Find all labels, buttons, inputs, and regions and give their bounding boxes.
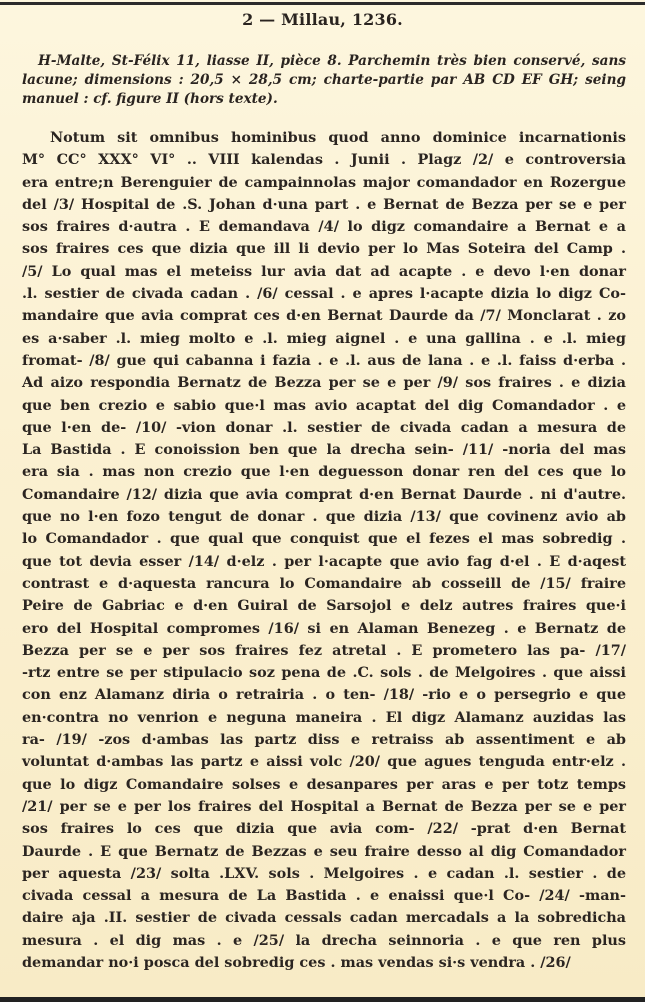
text-line: con enz Alamanz diria o retrairia . o ten- /18/ -rio e o persegrio e que xyxy=(22,686,626,704)
text-line: La Bastida . E conoission ben que la drecha sein- /11/ -noria del mas xyxy=(22,441,626,459)
top-rule xyxy=(0,2,645,5)
text-line: -rtz entre se per stipulacio soz pena de .C. sols . de Melgoires . que aissi xyxy=(22,664,626,682)
text-line: voluntat d·ambas las partz e aissi volc /20/ que agues tenguda entr·elz . xyxy=(22,753,626,771)
text-line: Comandaire /12/ dizia que avia comprat d·en Bernat Daurde . ni d'autre. xyxy=(22,485,626,503)
text-line: sos fraires lo ces que dizia que avia com- /22/ -prat d·en Bernat xyxy=(22,820,626,838)
text-line: /21/ per se e per los fraires del Hospital a Bernat de Bezza per se e per xyxy=(22,797,626,815)
text-line: del /3/ Hospital de .S. Johan d·una part . e Bernat de Bezza per se e per xyxy=(22,195,626,213)
text-line: sos fraires d·autra . E demandava /4/ lo digz comandaire a Bernat e a xyxy=(22,218,626,236)
text-line: ra- /19/ -zos d·ambas las partz diss e retraiss ab assentiment e ab xyxy=(22,731,626,749)
text-line: Daurde . E que Bernatz de Bezzas e seu fraire desso al dig Comandador xyxy=(22,842,626,860)
text-line: /5/ Lo qual mas el meteiss lur avia dat ad acapte . e devo l·en donar xyxy=(22,262,626,280)
text-line: .l. sestier de civada cadan . /6/ cessal . e apres l·acapte dizia lo digz Co- xyxy=(22,285,626,303)
text-line: Bezza per se e per sos fraires fez atretal . E prometero las pa- /17/ xyxy=(22,641,626,659)
text-line: fromat- /8/ gue qui cabanna i fazia . e .l. aus de lana . e .l. faiss d·erba . xyxy=(22,351,626,369)
text-line: que ben crezio e sabio que·l mas avio acaptat del dig Comandador . e xyxy=(22,396,626,414)
text-line: sos fraires ces que dizia que ill li devio per lo Mas Soteira del Camp . xyxy=(22,240,626,258)
text-line: contrast e d·aquesta rancura lo Comandaire ab cosseill de /15/ fraire xyxy=(22,574,626,592)
bottom-edge xyxy=(0,997,645,1002)
text-line: ero del Hospital compromes /16/ si en Alaman Benezeg . e Bernatz de xyxy=(22,619,626,637)
text-line: que no l·en fozo tengut de donar . que dizia /13/ que covinenz avio ab xyxy=(22,508,626,526)
text-line: Peire de Gabriac e d·en Guiral de Sarsojol e delz autres fraires que·i xyxy=(22,597,626,615)
text-line: mesura . el dig mas . e /25/ la drecha seinnoria . e que ren plus xyxy=(22,931,626,949)
archival-description: H-Malte, St-Félix 11, liasse II, pièce 8. Parchemin très bien conservé, sans lacune; dimensions : 20,5 × 28,5 cm; charte-partie par AB CD EF GH; seing manuel : cf. figure II (hors texte). xyxy=(22,53,626,108)
text-line: civada cessal a mesura de La Bastida . e enaissi que·l Co- /24/ -man- xyxy=(22,887,626,905)
text-line: Ad aizo respondia Bernatz de Bezza per se e per /9/ sos fraires . e dizia xyxy=(22,374,626,392)
text-line: M° CC° XXX° VI° .. VIII kalendas . Junii . Plagz /2/ e controversia xyxy=(22,151,626,169)
text-line: daire aja .II. sestier de civada cessals cadan mercadals a la sobredicha xyxy=(22,909,626,927)
text-line: que l·en de- /10/ -vion donar .l. sestier de civada cadan a mesura de xyxy=(22,418,626,436)
text-line: per aquesta /23/ solta .LXV. sols . Melgoires . e cadan .l. sestier . de xyxy=(22,864,626,882)
text-line: Notum sit omnibus hominibus quod anno dominice incarnationis xyxy=(50,129,626,146)
document-title: 2 — Millau, 1236. xyxy=(242,10,403,29)
text-line: lo Comandador . que qual que conquist que el fezes el mas sobredig . xyxy=(22,530,626,548)
text-line: era entre;n Berenguier de campainnolas major comandador en Rozergue xyxy=(22,173,626,191)
text-line: que tot devia esser /14/ d·elz . per l·acapte que avio fag d·el . E d·aqest xyxy=(22,552,626,570)
text-line: es a·saber .l. mieg molto e .l. mieg aignel . e una gallina . e .l. mieg xyxy=(22,329,626,347)
text-line: demandar no·i posca del sobredig ces . mas vendas si·s vendra . /26/ xyxy=(22,953,571,971)
text-line: era sia . mas non crezio que l·en deguesson donar ren del ces que lo xyxy=(22,463,626,481)
text-line: en·contra no venrion e neguna maneira . El digz Alamanz auzidas las xyxy=(22,708,626,726)
text-line: que lo digz Comandaire solses e desanpares per aras e per totz temps xyxy=(22,775,626,793)
charter-transcription xyxy=(22,127,626,974)
text-line: mandaire que avia comprat ces d·en Bernat Daurde da /7/ Monclarat . zo xyxy=(22,307,626,325)
